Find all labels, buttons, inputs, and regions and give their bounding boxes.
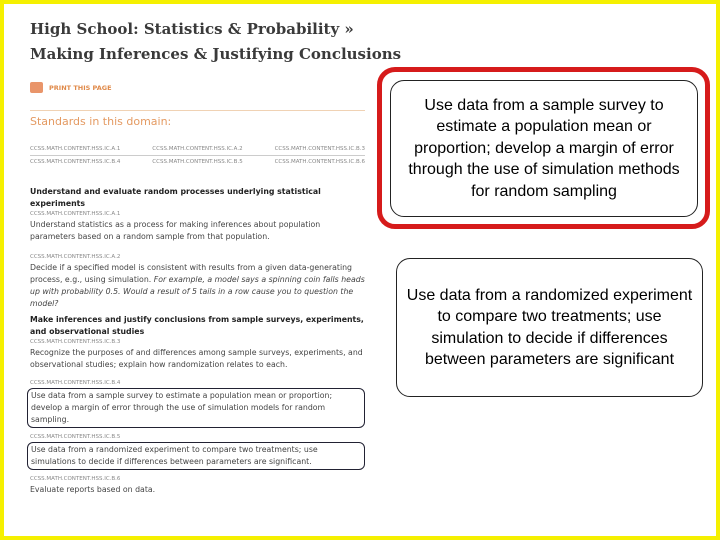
- code-link[interactable]: CCSS.MATH.CONTENT.HSS.IC.B.6: [274, 159, 365, 165]
- divider: [30, 110, 365, 111]
- code-link[interactable]: CCSS.MATH.CONTENT.HSS.IC.B.3: [274, 146, 365, 152]
- code-grid: [30, 143, 365, 168]
- standard-code[interactable]: CCSS.MATH.CONTENT.HSS.IC.B.3: [30, 339, 121, 345]
- highlighted-standard-text: Use data from a sample survey to estimate a population mean or proportion; develop a margin of error through the use of simulation models for random sampling.: [27, 388, 365, 428]
- standard-text: [30, 262, 365, 310]
- standard-code[interactable]: CCSS.MATH.CONTENT.HSS.IC.B.6: [30, 476, 121, 482]
- highlighted-standard-text: Use data from a randomized experiment to compare two treatments; use simulations to decide if differences between parameters are significant.: [27, 442, 365, 470]
- callout-randomized-experiment: Use data from a randomized experiment to compare two treatments; use simulation to decide if differences between parameters are significant: [396, 258, 703, 397]
- cluster-b: [30, 314, 365, 496]
- standard-text: Evaluate reports based on data.: [30, 485, 156, 494]
- cluster-heading: Understand and evaluate random processes underlying statistical experiments: [30, 187, 321, 208]
- standard-text: Recognize the purposes of and differences among sample surveys, experiments, and observational studies; explain how randomization relates to each.: [30, 348, 363, 369]
- standard-example: For example, a model says a spinning coin falls heads up with probability 0.5. Would a result of 5 tails in a row cause you to question the model?: [30, 275, 365, 308]
- page-title: High School: Statistics & Probability »: [30, 20, 354, 38]
- code-link[interactable]: CCSS.MATH.CONTENT.HSS.IC.B.4: [30, 159, 121, 165]
- code-link[interactable]: CCSS.MATH.CONTENT.HSS.IC.B.5: [152, 159, 243, 165]
- standards-heading: Standards in this domain:: [30, 115, 172, 128]
- cluster-heading: Make inferences and justify conclusions from sample surveys, experiments, and observational studies: [30, 315, 364, 336]
- standard-text-main: Decide if a specified model is consistent with results from a given data-generating process, e.g., using simulation.: [30, 263, 353, 284]
- standard-code[interactable]: CCSS.MATH.CONTENT.HSS.IC.B.5: [30, 434, 121, 440]
- page-subtitle: Making Inferences & Justifying Conclusions: [30, 45, 402, 63]
- cluster-a: [30, 186, 365, 310]
- standard-code[interactable]: CCSS.MATH.CONTENT.HSS.IC.A.2: [30, 254, 121, 260]
- standard-code[interactable]: CCSS.MATH.CONTENT.HSS.IC.B.4: [30, 380, 121, 386]
- standard-text: Understand statistics as a process for making inferences about population parameters based on a random sample from that population.: [30, 220, 321, 241]
- print-label: PRINT THIS PAGE: [49, 83, 112, 92]
- printer-icon: [30, 82, 43, 93]
- code-link[interactable]: CCSS.MATH.CONTENT.HSS.IC.A.1: [30, 146, 121, 152]
- print-button[interactable]: [30, 82, 112, 93]
- code-link[interactable]: CCSS.MATH.CONTENT.HSS.IC.A.2: [152, 146, 243, 152]
- callout-sample-survey: Use data from a sample survey to estimate a population mean or proportion; develop a margin of error through the use of simulation methods for random sampling: [390, 80, 698, 217]
- standard-code[interactable]: CCSS.MATH.CONTENT.HSS.IC.A.1: [30, 211, 121, 217]
